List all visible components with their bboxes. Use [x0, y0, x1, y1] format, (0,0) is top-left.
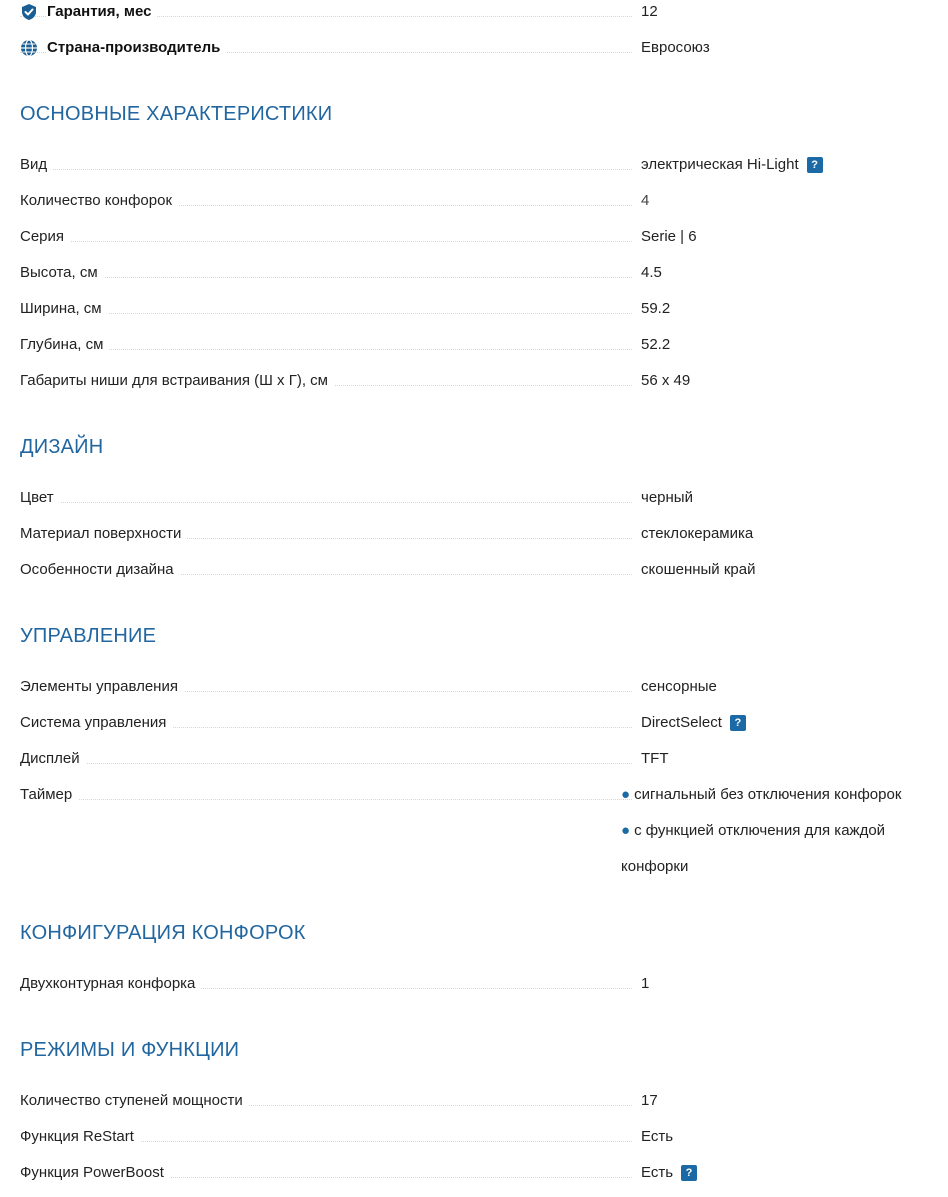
- dotted-leader: [20, 799, 632, 800]
- help-icon[interactable]: ?: [681, 1165, 697, 1181]
- dotted-leader: [20, 169, 632, 170]
- spec-value: TFT: [641, 750, 669, 767]
- dotted-leader: [20, 502, 632, 503]
- section-title-control: УПРАВЛЕНИЕ: [20, 625, 157, 647]
- spec-label: Особенности дизайна: [20, 560, 180, 580]
- dotted-leader: [20, 241, 632, 242]
- spec-value: 59.2: [641, 300, 671, 317]
- spec-value: 56 x 49: [641, 372, 691, 389]
- spec-row: [20, 524, 948, 560]
- spec-label: Таймер: [20, 785, 78, 805]
- spec-label: Функция ReStart: [20, 1127, 140, 1147]
- spec-value: 4.5: [641, 264, 662, 281]
- spec-row-warranty: [20, 2, 948, 38]
- spec-value: электрическая Hi-Light ?: [641, 155, 823, 175]
- section-title-burners: КОНФИГУРАЦИЯ КОНФОРОК: [20, 922, 306, 944]
- shield-check-icon: [20, 3, 38, 21]
- spec-label: Количество ступеней мощности: [20, 1091, 249, 1111]
- globe-icon: [20, 39, 38, 57]
- spec-label: Страна-производитель: [47, 38, 226, 58]
- spec-row: [20, 191, 948, 227]
- spec-row: [20, 1091, 948, 1127]
- spec-value: сенсорные: [641, 678, 717, 695]
- spec-row: [20, 263, 948, 299]
- spec-row: [20, 749, 948, 785]
- dotted-leader: [20, 277, 632, 278]
- spec-label: Двухконтурная конфорка: [20, 974, 201, 994]
- help-icon[interactable]: ?: [807, 157, 823, 173]
- spec-label: Элементы управления: [20, 677, 184, 697]
- list-item-continuation: конфорки: [621, 858, 689, 875]
- spec-row: [20, 488, 948, 524]
- spec-row: [20, 1163, 948, 1197]
- bullet-icon: ●: [621, 786, 631, 803]
- spec-value: черный: [641, 489, 693, 506]
- spec-row: [20, 974, 948, 1010]
- spec-label: Дисплей: [20, 749, 86, 769]
- list-item: ● сигнальный без отключения конфорок: [621, 786, 902, 803]
- spec-label: Материал поверхности: [20, 524, 187, 544]
- spec-label: Высота, см: [20, 263, 104, 283]
- bullet-icon: ●: [621, 822, 631, 839]
- spec-value: скошенный край: [641, 561, 756, 578]
- spec-row-country: [20, 38, 948, 74]
- spec-value: 17: [641, 1092, 658, 1109]
- spec-value: Евросоюз: [641, 39, 710, 56]
- spec-label: Серия: [20, 227, 70, 247]
- spec-label: Габариты ниши для встраивания (Ш х Г), см: [20, 371, 334, 391]
- spec-row: [20, 155, 948, 191]
- help-icon[interactable]: ?: [730, 715, 746, 731]
- spec-value: 4: [641, 192, 650, 209]
- spec-label: Вид: [20, 155, 53, 175]
- spec-label: Количество конфорок: [20, 191, 178, 211]
- spec-label: Гарантия, мес: [47, 2, 157, 22]
- section-title-modes: РЕЖИМЫ И ФУНКЦИИ: [20, 1039, 240, 1061]
- section-title-main: ОСНОВНЫЕ ХАРАКТЕРИСТИКИ: [20, 103, 333, 125]
- spec-row: [20, 677, 948, 713]
- spec-value: Serie | 6: [641, 228, 697, 245]
- dotted-leader: [20, 763, 632, 764]
- spec-label: Ширина, см: [20, 299, 108, 319]
- spec-row: [20, 227, 948, 263]
- spec-label: Глубина, см: [20, 335, 109, 355]
- spec-value: Есть ?: [641, 1163, 697, 1183]
- spec-label: Функция PowerBoost: [20, 1163, 170, 1183]
- dotted-leader: [20, 349, 632, 350]
- spec-value: 1: [641, 975, 650, 992]
- spec-row: [20, 371, 948, 407]
- spec-value: стеклокерамика: [641, 525, 754, 542]
- spec-label: Цвет: [20, 488, 60, 508]
- spec-row: [20, 335, 948, 371]
- spec-label: Система управления: [20, 713, 172, 733]
- spec-row: [20, 560, 948, 596]
- dotted-leader: [20, 313, 632, 314]
- spec-value: 12: [641, 3, 658, 20]
- section-title-design: ДИЗАЙН: [20, 436, 104, 458]
- spec-row: [20, 713, 948, 749]
- spec-value: DirectSelect ?: [641, 713, 746, 733]
- spec-value: 52.2: [641, 336, 671, 353]
- spec-row: [20, 1127, 948, 1163]
- spec-value: Есть: [641, 1128, 674, 1145]
- spec-row: [20, 299, 948, 335]
- list-item: ● с функцией отключения для каждой: [621, 822, 886, 839]
